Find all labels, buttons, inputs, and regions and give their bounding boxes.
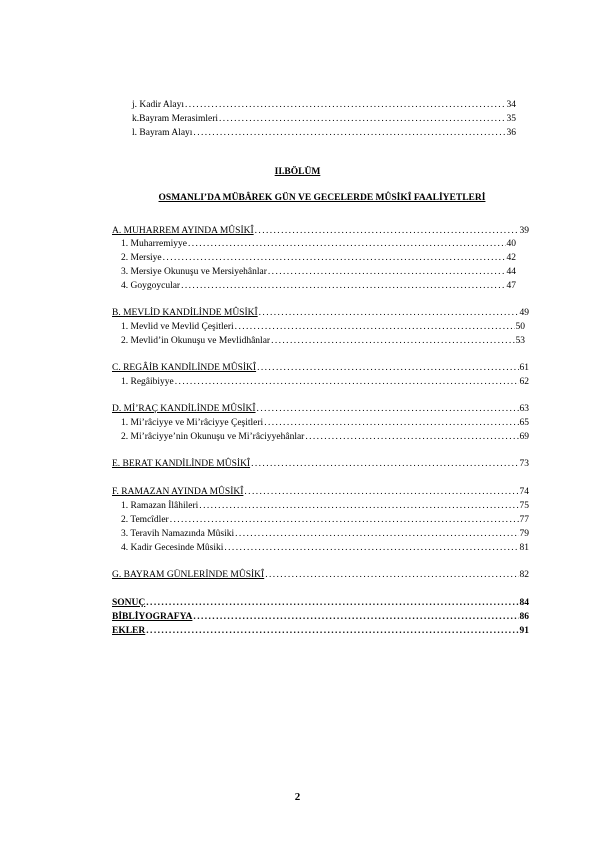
toc-section-page: 49 — [519, 308, 529, 318]
toc-entry-label: 4. Goygoycular — [121, 281, 181, 291]
toc-section-label: C. REGÂİB KANDİLİNDE MÛSİKÎ — [112, 363, 257, 373]
toc-entry-page: 34 — [506, 100, 516, 110]
toc-entry-label: 2. Temcîdler — [121, 515, 169, 525]
toc-section-label: E. BERAT KANDİLİNDE MÛSİKÎ — [112, 459, 251, 469]
toc-entry-page: 69 — [519, 432, 529, 442]
toc-section — [112, 403, 529, 415]
toc-entry-page: 77 — [519, 515, 529, 525]
toc-entry-label: 1. Mi’râciyye ve Mi’râciyye Çeşitleri — [121, 418, 264, 428]
toc-entry-label: 4. Kadir Gecesinde Mûsiki — [121, 543, 224, 553]
toc-section-label: F. RAMAZAN AYINDA MÛSİKÎ — [112, 487, 244, 497]
toc-leader-dots — [170, 514, 519, 526]
toc-entry-page: 47 — [506, 281, 516, 291]
toc-entry-page: 42 — [506, 253, 516, 263]
toc-entry — [121, 431, 529, 443]
toc-entry — [121, 238, 516, 250]
toc-leader-dots — [259, 307, 519, 319]
toc-section-label: B. MEVLİD KANDİLİNDE MÛSİKÎ — [112, 308, 258, 318]
toc-entry — [121, 514, 529, 526]
toc-section-label: A. MUHARREM AYINDA MÛSİKÎ — [112, 226, 254, 236]
toc-section-page: 82 — [519, 570, 529, 580]
toc-entry-page: 40 — [506, 239, 516, 249]
chapter-title: OSMANLI’DA MÜBÂREK GÜN VE GECELERDE MÛSİKÎ FAALİYETLERİ — [158, 193, 486, 203]
toc-entry — [121, 542, 529, 554]
toc-leader-dots — [271, 335, 514, 347]
toc-leader-dots — [224, 542, 518, 554]
toc-entry-page: 65 — [519, 418, 529, 428]
toc-back-matter — [112, 597, 529, 609]
toc-back-matter-page: 84 — [519, 598, 529, 608]
toc-back-matter-label: BİBLİYOGRAFYA — [112, 612, 193, 622]
toc-entry-label: l. Bayram Alayı — [132, 128, 193, 138]
toc-section — [112, 225, 529, 237]
toc-entry-label: k.Bayram Merasimleri — [132, 114, 219, 124]
toc-section-page: 39 — [519, 226, 529, 236]
toc-leader-dots — [188, 238, 506, 250]
toc-leader-dots — [235, 528, 518, 540]
toc-leader-dots — [185, 99, 506, 111]
toc-leader-dots — [193, 127, 505, 139]
toc-entry-label: 1. Mevlid ve Mevlid Çeşitleri — [121, 322, 234, 332]
toc-section — [112, 307, 529, 319]
toc-back-matter-label: EKLER — [112, 626, 146, 636]
toc-entry — [121, 528, 529, 540]
toc-leader-dots — [199, 500, 518, 512]
toc-leader-dots — [146, 625, 518, 637]
toc-leader-dots — [255, 225, 519, 237]
toc-section-label: D. Mİ’RAÇ KANDİLİNDE MÛSİKÎ — [112, 404, 256, 414]
toc-back-matter — [112, 625, 529, 637]
toc-section — [112, 458, 529, 470]
toc-entry-page: 35 — [506, 114, 516, 124]
toc-back-matter-page: 91 — [519, 626, 529, 636]
toc-leader-dots — [235, 321, 515, 333]
toc-leader-dots — [251, 458, 518, 470]
toc-entry-label: 2. Mevlid’in Okunuşu ve Mevlidhânlar — [121, 336, 271, 346]
toc-entry — [121, 266, 516, 278]
toc-entry — [121, 280, 516, 292]
toc-leader-dots — [163, 252, 506, 264]
toc-entry — [121, 500, 529, 512]
toc-entry — [121, 417, 529, 429]
toc-entry-page: 75 — [519, 501, 529, 511]
toc-leader-dots — [268, 266, 506, 278]
toc-leader-dots — [146, 597, 518, 609]
toc-entry-label: 1. Ramazan İlâhileri — [121, 501, 199, 511]
toc-leader-dots — [193, 611, 518, 623]
toc-entry-label: 3. Teravih Namazında Mûsiki — [121, 529, 235, 539]
toc-entry-page: 44 — [506, 267, 516, 277]
toc-entry-label: 1. Regâibiyye — [121, 377, 174, 387]
toc-entry-page: 62 — [519, 377, 529, 387]
toc-entry-label: 1. Muharremiyye — [121, 239, 187, 249]
toc-back-matter — [112, 611, 529, 623]
chapter-heading: II.BÖLÜM — [274, 167, 321, 177]
toc-entry-label: 3. Mersiye Okunuşu ve Mersiyehânlar — [121, 267, 267, 277]
toc-leader-dots — [257, 362, 518, 374]
toc-leader-dots — [219, 113, 505, 125]
toc-entry-label: 2. Mi’râciyye’nin Okunuşu ve Mi’râciyyehânlar — [121, 432, 305, 442]
toc-entry — [121, 376, 529, 388]
toc-back-matter-page: 86 — [519, 612, 529, 622]
toc-leader-dots — [175, 376, 519, 388]
toc-entry — [121, 335, 525, 347]
toc-entry — [121, 252, 516, 264]
toc-entry — [121, 321, 525, 333]
toc-entry-page: 50 — [515, 322, 525, 332]
toc-section-page: 63 — [519, 404, 529, 414]
toc-section-page: 74 — [519, 487, 529, 497]
toc-entry — [132, 127, 516, 139]
toc-section — [112, 362, 529, 374]
toc-back-matter-label: SONUÇ — [112, 598, 146, 608]
toc-entry-page: 81 — [519, 543, 529, 553]
toc-section — [112, 486, 529, 498]
toc-section — [112, 569, 529, 581]
toc-leader-dots — [244, 486, 518, 498]
toc-entry-page: 79 — [519, 529, 529, 539]
toc-section-label: G. BAYRAM GÜNLERİNDE MÛSİKÎ — [112, 570, 265, 580]
toc-entry — [132, 113, 516, 125]
toc-section-page: 61 — [519, 363, 529, 373]
toc-leader-dots — [265, 569, 518, 581]
toc-entry-label: j. Kadir Alayı — [132, 100, 184, 110]
toc-entry-label: 2. Mersiye — [121, 253, 162, 263]
toc-section-page: 73 — [519, 459, 529, 469]
toc-leader-dots — [264, 417, 518, 429]
toc-leader-dots — [257, 403, 519, 415]
toc-entry — [132, 99, 516, 111]
page-number: 2 — [294, 791, 301, 803]
toc-leader-dots — [181, 280, 505, 292]
toc-leader-dots — [305, 431, 518, 443]
toc-entry-page: 36 — [506, 128, 516, 138]
toc-entry-page: 53 — [515, 336, 525, 346]
